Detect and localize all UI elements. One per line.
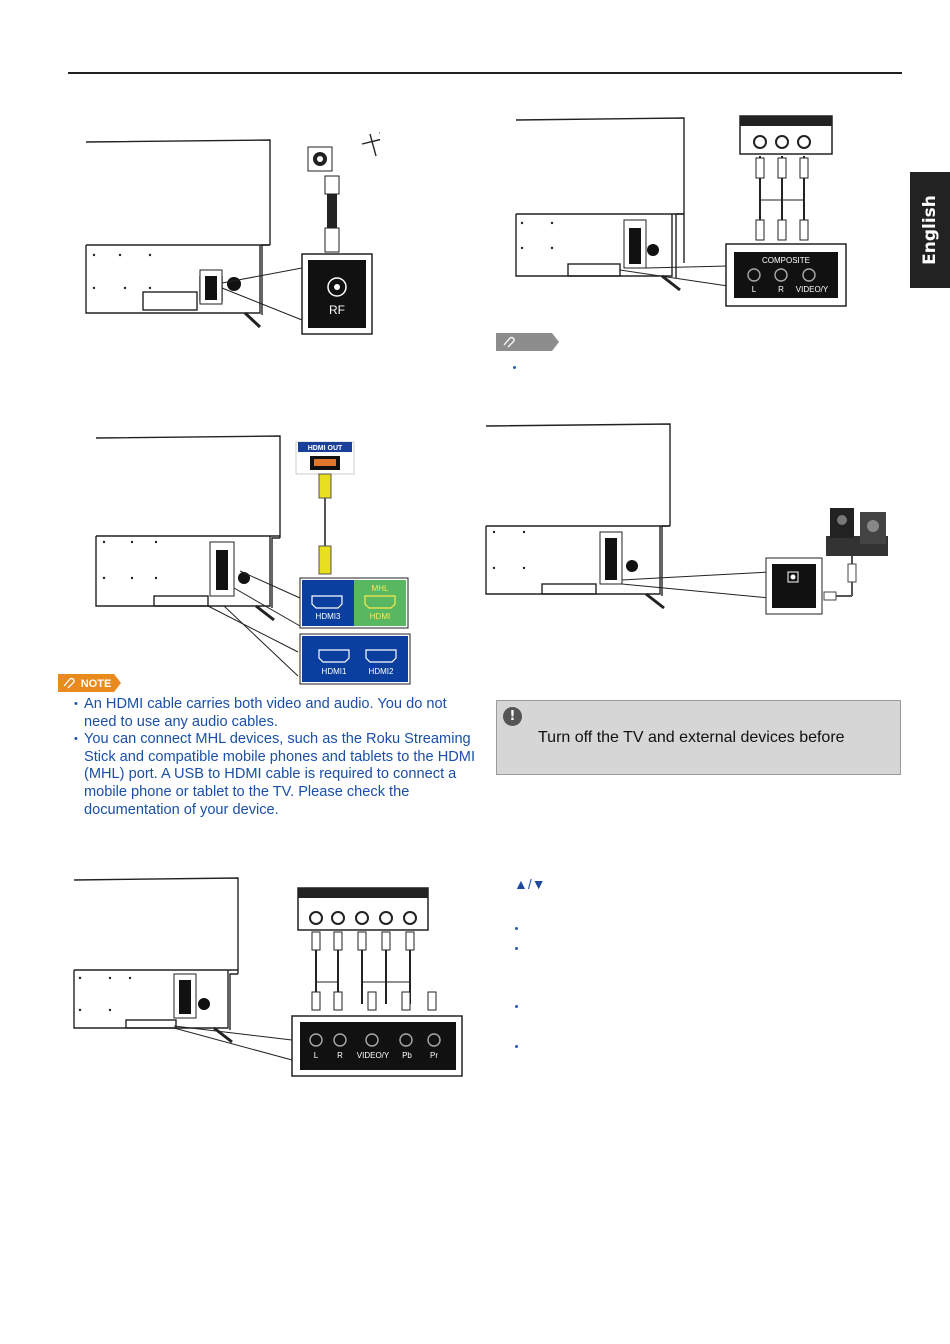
language-tab-label: English — [920, 195, 941, 265]
caution-text: Turn off the TV and external devices before — [538, 729, 845, 746]
bullet-marker — [515, 1045, 518, 1048]
hdmi-connection-diagram — [92, 430, 417, 685]
hdmi-out-label: HDMI OUT — [307, 445, 343, 452]
note-badge-gray — [496, 333, 560, 351]
composite-label-l: L — [751, 285, 757, 294]
bullet-marker — [515, 947, 518, 950]
top-rule — [68, 72, 902, 74]
bullet-marker — [515, 927, 518, 930]
note-item: • An HDMI cable carries both video and audio. You do not need to use any audio cables. — [72, 696, 482, 731]
composite-connection-diagram — [512, 108, 882, 313]
note-list — [72, 696, 482, 819]
optical-audio-diagram — [484, 418, 914, 618]
up-down-arrows-icon: ▲/▼ — [514, 876, 546, 892]
language-tab — [910, 172, 950, 288]
note-badge — [58, 674, 122, 692]
mhl-label: MHL — [371, 584, 389, 593]
component-label-pr: Pr — [430, 1051, 438, 1060]
rf-port-label: RF — [329, 303, 345, 317]
hdmi2-label: HDMI2 — [368, 667, 394, 676]
note-badge-label: NOTE — [80, 678, 112, 690]
composite-label-video: VIDEO/Y — [795, 285, 829, 294]
composite-title: COMPOSITE — [761, 256, 811, 265]
component-label-l: L — [313, 1051, 319, 1060]
antenna-connection-diagram — [80, 120, 380, 340]
component-label-video: VIDEO/Y — [356, 1051, 390, 1060]
bullet-marker — [513, 366, 516, 369]
caution-box — [496, 700, 901, 775]
hdmi3-label: HDMI3 — [315, 612, 341, 621]
hdmi-mhl-label: HDMI — [369, 612, 391, 621]
hdmi1-label: HDMI1 — [321, 667, 347, 676]
component-label-pb: Pb — [402, 1051, 412, 1060]
component-label-r: R — [337, 1051, 343, 1060]
note-item: • You can connect MHL devices, such as the Roku Streaming Stick and compatible mobile phones and tablets to the HDMI (MHL) port. A USB to HDMI cable is required to connect a mobile phone or tablet to the TV. Please check the documentation of your device. — [72, 731, 482, 819]
bullet-marker — [515, 1005, 518, 1008]
composite-label-r: R — [778, 285, 784, 294]
component-connection-diagram — [70, 870, 470, 1080]
warning-icon: ! — [503, 707, 522, 726]
